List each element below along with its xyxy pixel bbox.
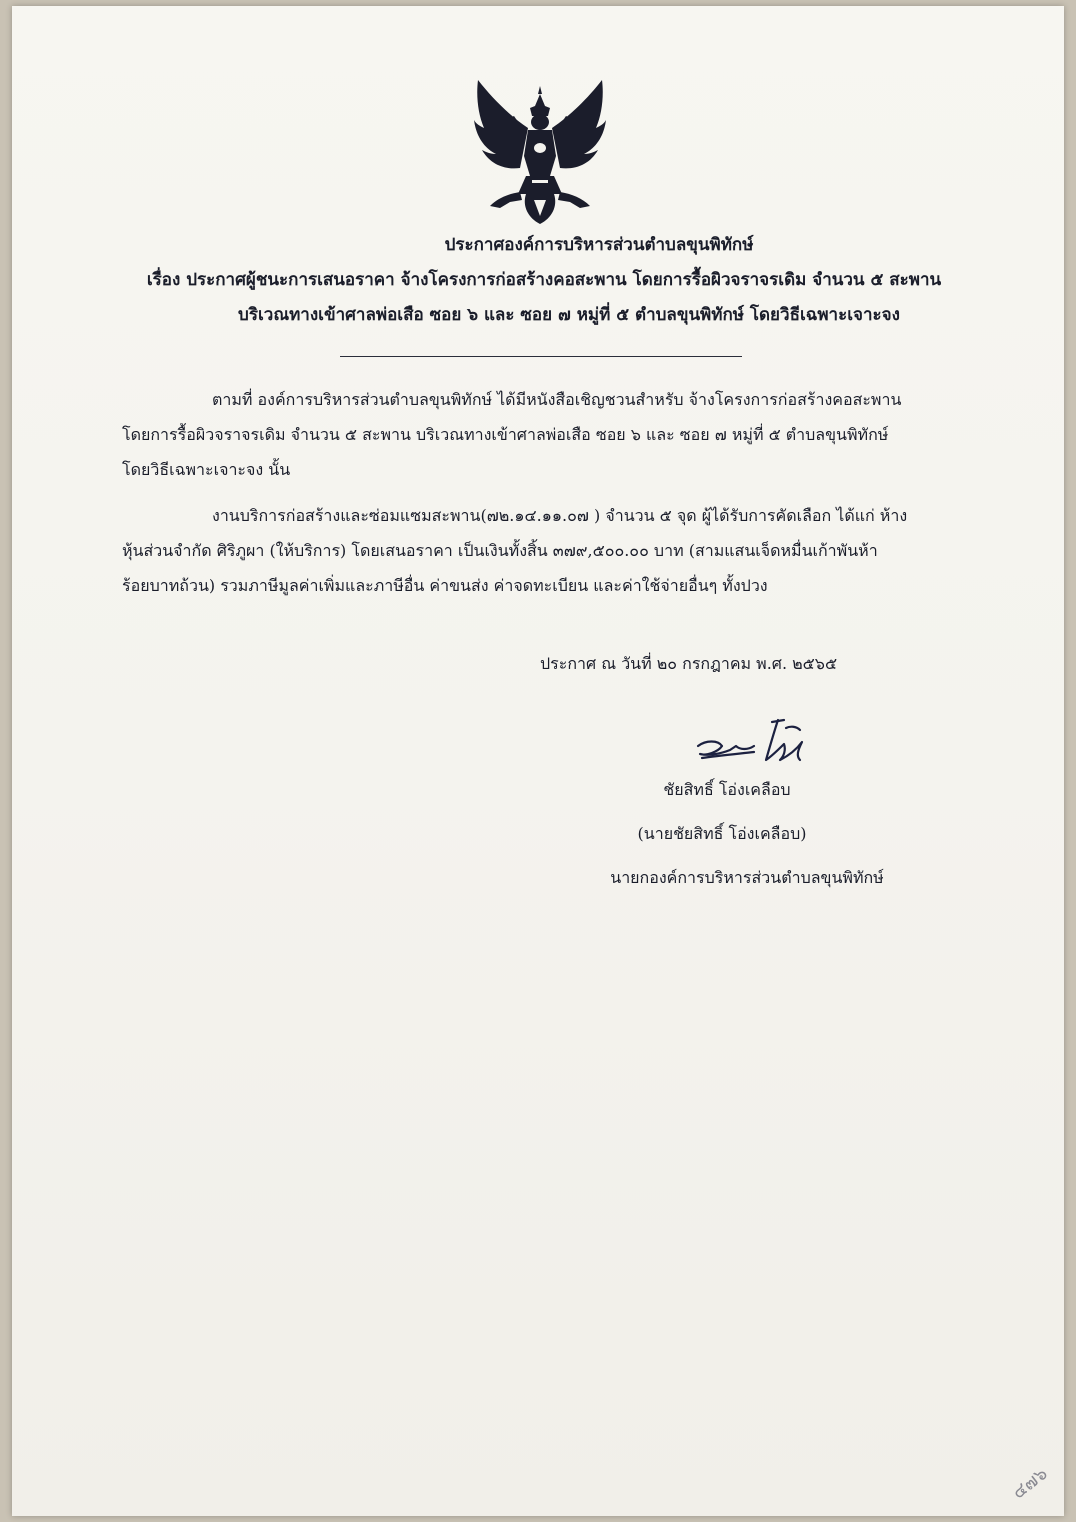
paragraph-1-line: ตามที่ องค์การบริหารส่วนตำบลขุนพิทักษ์ ได้มีหนังสือเชิญชวนสำหรับ จ้างโครงการก่อสร้างคอสะพาน: [212, 390, 902, 409]
paragraph-2-line: ร้อยบาทถ้วน) รวมภาษีมูลค่าเพิ่มและภาษีอื่น ค่าขนส่ง ค่าจดทะเบียน และค่าใช้จ่ายอื่นๆ ทั้งปวง: [122, 576, 768, 595]
announcement-date: ประกาศ ณ วันที่ ๒๐ กรกฎาคม พ.ศ. ๒๕๖๕: [540, 654, 838, 673]
handwritten-page-number: ๔๗๖: [1008, 1463, 1052, 1504]
body-paragraph-1: [122, 382, 952, 487]
announcement-title: ประกาศองค์การบริหารส่วนตำบลขุนพิทักษ์: [444, 235, 754, 255]
signer-name: ชัยสิทธิ์ โอ่งเคลือบ: [663, 780, 791, 799]
garuda-emblem-icon: [470, 76, 610, 226]
paragraph-1-line: โดยการรื้อผิวจราจรเดิม จำนวน ๕ สะพาน บริเวณทางเข้าศาลพ่อเสือ ซอย ๖ และ ซอย ๗ หมู่ที่ ๕ ตำบลขุนพิทักษ์: [122, 425, 889, 444]
body-paragraph-2: [122, 498, 952, 603]
header-divider: [340, 356, 742, 357]
document-page: [12, 6, 1064, 1516]
signer-full-name: (นายชัยสิทธิ์ โอ่งเคลือบ): [637, 824, 807, 843]
signature-block: [572, 768, 932, 900]
paragraph-1-line: โดยวิธีเฉพาะเจาะจง นั้น: [122, 460, 291, 479]
handwritten-signature-icon: [692, 716, 822, 772]
paragraph-2-line: หุ้นส่วนจำกัด ศิริภูผา (ให้บริการ) โดยเสนอราคา เป็นเงินทั้งสิ้น ๓๗๙,๕๐๐.๐๐ บาท (สามแสนเจ็ดหมื่นเก้าพันห้า: [122, 541, 878, 560]
subject-line-1: เรื่อง ประกาศผู้ชนะการเสนอราคา จ้างโครงการก่อสร้างคอสะพาน โดยการรื้อผิวจราจรเดิม จำนวน ๕ สะพาน: [146, 270, 942, 290]
subject-line-2: บริเวณทางเข้าศาลพ่อเสือ ซอย ๖ และ ซอย ๗ หมู่ที่ ๕ ตำบลขุนพิทักษ์ โดยวิธีเฉพาะเจาะจง: [238, 305, 900, 325]
paragraph-2-line: งานบริการก่อสร้างและซ่อมแซมสะพาน(๗๒.๑๔.๑๑.๐๗ ) จำนวน ๕ จุด ผู้ได้รับการคัดเลือก ได้แก่ ห้าง: [212, 506, 908, 525]
signer-position: นายกองค์การบริหารส่วนตำบลขุนพิทักษ์: [610, 868, 884, 887]
document-header: [72, 228, 1016, 333]
